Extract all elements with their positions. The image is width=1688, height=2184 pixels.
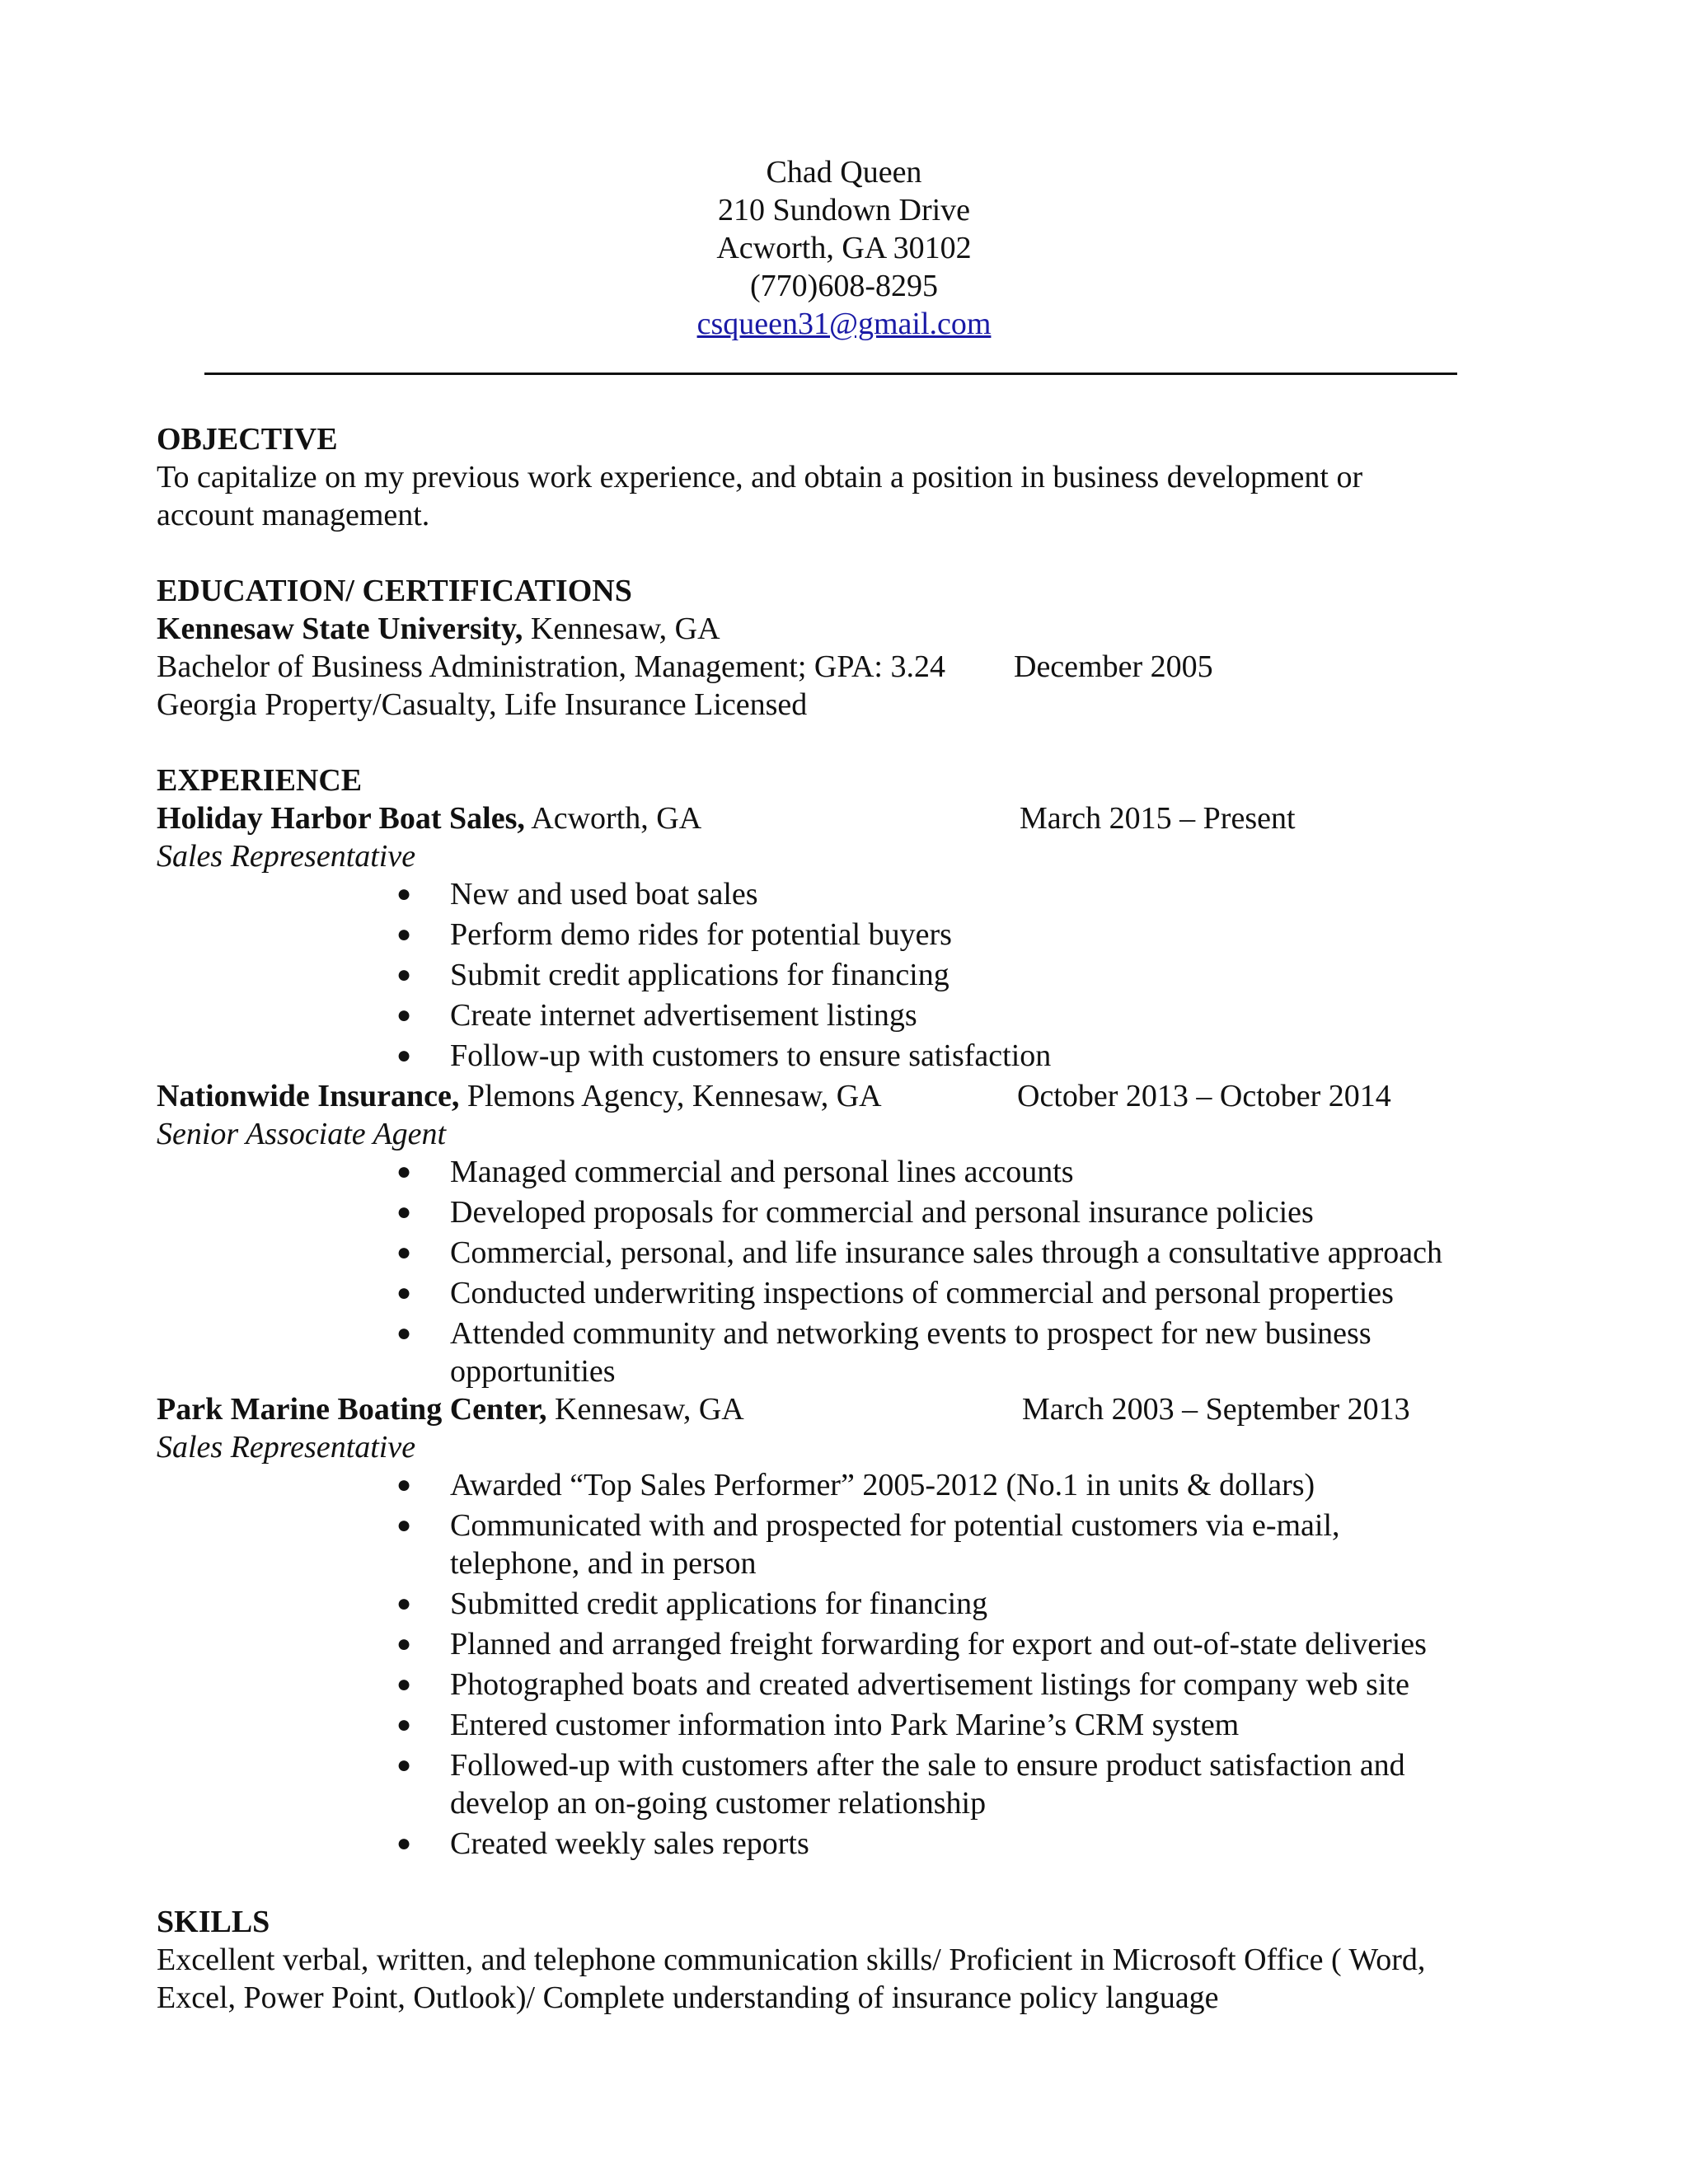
skills-text-line-2: Excel, Power Point, Outlook)/ Complete understanding of insurance policy language xyxy=(157,1980,1219,2015)
bullet-icon: ● xyxy=(396,921,412,948)
bullet-icon: ● xyxy=(396,1042,412,1069)
education-school-line xyxy=(157,610,1525,648)
street-address: 210 Sundown Drive xyxy=(717,193,971,227)
list-item: ● Attended community and networking events to prospect for new business opportunities xyxy=(396,1316,1372,1389)
list-item: ● Awarded “Top Sales Performer” 2005-2012 (No.1 in units & dollars) xyxy=(396,1468,1315,1502)
job-dates: October 2013 – October 2014 xyxy=(1017,1079,1391,1113)
bullet-icon: ● xyxy=(396,1279,412,1306)
list-item: ● New and used boat sales xyxy=(396,877,758,912)
bullet-icon: ● xyxy=(396,1711,412,1738)
bullet-icon: ● xyxy=(396,1671,412,1698)
job-header xyxy=(157,1077,1525,1115)
phone-number: (770)608-8295 xyxy=(750,269,938,303)
job-header xyxy=(157,1390,1525,1428)
bullet-icon: ● xyxy=(396,1630,412,1657)
bullet-icon: ● xyxy=(396,880,412,907)
list-item: ● Entered customer information into Park Marine’s CRM system xyxy=(396,1708,1240,1742)
list-item: ● Follow-up with customers to ensure satisfaction xyxy=(396,1038,1052,1073)
list-item: ● Conducted underwriting inspections of commercial and personal properties xyxy=(396,1276,1394,1310)
job-header xyxy=(157,799,1525,837)
bullet-icon: ● xyxy=(396,1158,412,1185)
list-item: ● Developed proposals for commercial and personal insurance policies xyxy=(396,1195,1314,1230)
job-duties-list xyxy=(157,875,1525,1075)
bullet-icon: ● xyxy=(396,1198,412,1226)
list-item: ● Photographed boats and created advertisement listings for company web site xyxy=(396,1667,1409,1702)
contact-header xyxy=(0,153,1688,343)
job-title: Senior Associate Agent xyxy=(157,1117,447,1151)
header-divider xyxy=(204,373,1457,375)
job-dates: March 2003 – September 2013 xyxy=(1022,1392,1410,1427)
company-location: Kennesaw, GA xyxy=(546,1392,744,1427)
school-name: Kennesaw State University, xyxy=(157,612,523,646)
license-line: Georgia Property/Casualty, Life Insurance Licensed xyxy=(157,687,808,722)
school-location: Kennesaw, GA xyxy=(523,612,720,646)
list-item: ● Perform demo rides for potential buyers xyxy=(396,917,952,952)
list-item: ● Communicated with and prospected for potential customers via e-mail, telephone, and in person xyxy=(396,1508,1340,1581)
objective-text-line-1: To capitalize on my previous work experience, and obtain a position in business development or xyxy=(157,460,1363,494)
bullet-icon: ● xyxy=(396,1590,412,1617)
job-title: Sales Representative xyxy=(157,1430,416,1465)
city-state-zip: Acworth, GA 30102 xyxy=(716,231,972,265)
company-location: Acworth, GA xyxy=(524,801,702,836)
list-item: ● Submitted credit applications for financing xyxy=(396,1586,988,1621)
bullet-icon: ● xyxy=(396,1511,412,1539)
list-item: ● Followed-up with customers after the sale to ensure product satisfaction and develop an on-going customer relationship xyxy=(396,1748,1405,1821)
education-heading: EDUCATION/ CERTIFICATIONS xyxy=(157,574,632,608)
bullet-icon: ● xyxy=(396,1830,412,1857)
bullet-icon: ● xyxy=(396,1239,412,1266)
list-item: ● Create internet advertisement listings xyxy=(396,998,917,1033)
candidate-name: Chad Queen xyxy=(766,155,922,190)
bullet-icon: ● xyxy=(396,1751,412,1779)
degree-line xyxy=(157,648,1525,686)
company-location: Plemons Agency, Kennesaw, GA xyxy=(459,1079,882,1113)
experience-heading: EXPERIENCE xyxy=(157,763,363,798)
list-item: ● Submit credit applications for financing xyxy=(396,958,950,992)
company-name: Park Marine Boating Center, xyxy=(157,1392,547,1427)
company-name: Holiday Harbor Boat Sales, xyxy=(157,801,525,836)
bullet-icon: ● xyxy=(396,961,412,988)
list-item: ● Managed commercial and personal lines accounts xyxy=(396,1155,1074,1189)
job-dates: March 2015 – Present xyxy=(1020,801,1296,836)
degree-text: Bachelor of Business Administration, Management; GPA: 3.24 xyxy=(157,649,945,684)
list-item: ● Created weekly sales reports xyxy=(396,1826,809,1861)
bullet-icon: ● xyxy=(396,1471,412,1498)
skills-heading: SKILLS xyxy=(157,1905,270,1939)
skills-text-line-1: Excellent verbal, written, and telephone communication skills/ Proficient in Microsoft Office ( Word, xyxy=(157,1943,1426,1977)
company-name: Nationwide Insurance, xyxy=(157,1079,460,1113)
list-item: ● Planned and arranged freight forwarding for export and out-of-state deliveries xyxy=(396,1627,1427,1661)
list-item: ● Commercial, personal, and life insurance sales through a consultative approach xyxy=(396,1235,1442,1270)
resume-body xyxy=(157,420,1525,2017)
objective-heading: OBJECTIVE xyxy=(157,422,338,457)
job-title: Sales Representative xyxy=(157,839,416,874)
objective-text-line-2: account management. xyxy=(157,498,430,532)
job-duties-list xyxy=(157,1153,1525,1390)
job-duties-list xyxy=(157,1466,1525,1863)
graduation-date: December 2005 xyxy=(1014,649,1213,684)
bullet-icon: ● xyxy=(396,1319,412,1347)
email-link[interactable]: csqueen31@gmail.com xyxy=(696,307,992,341)
bullet-icon: ● xyxy=(396,1001,412,1029)
